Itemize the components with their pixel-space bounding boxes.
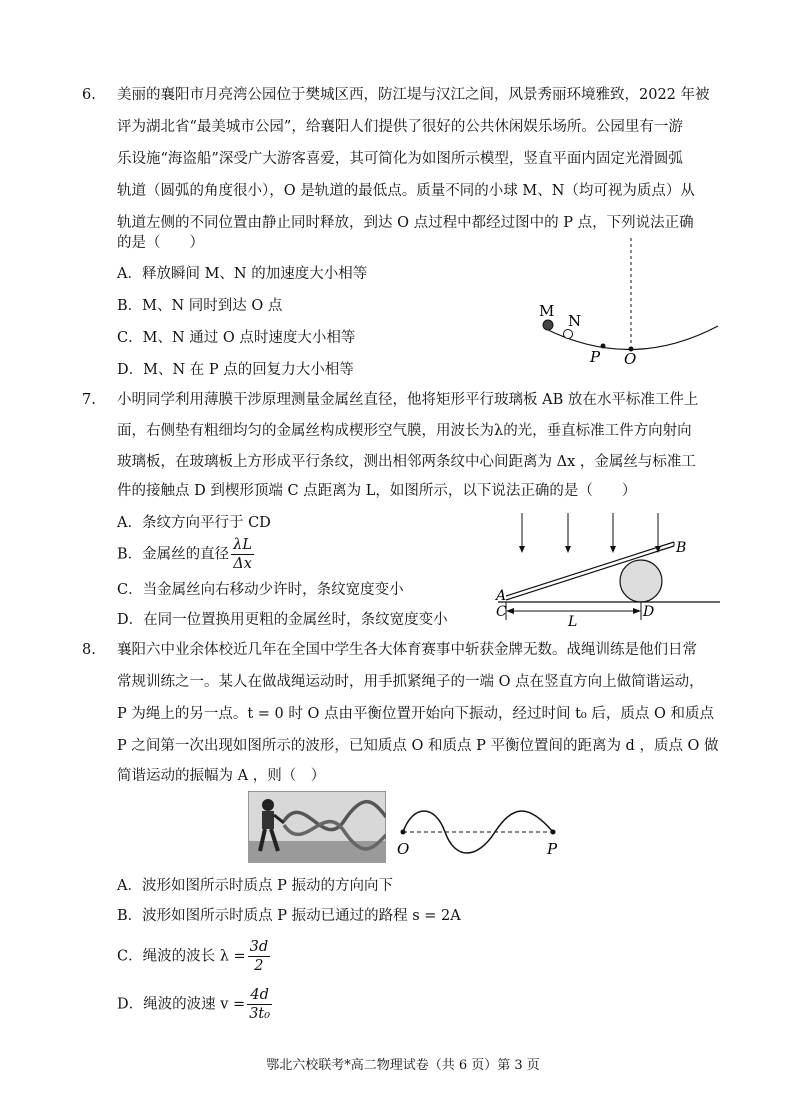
q8-option-c-text: C．绳波的波长 λ = bbox=[117, 948, 246, 965]
q7-stem-line: 玻璃板，在玻璃板上方形成平行条纹，测出相邻两条纹中心间距离为 Δx ，金属丝与标准工 bbox=[117, 454, 696, 470]
q7-stem-line: 件的接触点 D 到楔形顶端 C 点距离为 L，如图所示，以下说法正确的是（ ） bbox=[117, 483, 637, 499]
q7-number: 7. bbox=[82, 392, 96, 408]
q6-stem-line: 轨道左侧的不同位置由静止同时释放，到达 O 点过程中都经过图中的 P 点，下列说法正确 bbox=[117, 215, 694, 231]
fraction-denominator: 2 bbox=[254, 958, 264, 974]
q6-stem-line: 轨道（圆弧的角度很小），O 是轨道的最低点。质量不同的小球 M、N（均可视为质点）从 bbox=[117, 183, 695, 199]
q8-option-d-fraction bbox=[247, 986, 272, 1023]
label-a: A bbox=[496, 588, 507, 604]
q7-option-c[interactable]: C．当金属丝向右移动少许时，条纹宽度变小 bbox=[117, 582, 404, 598]
q6-number: 6. bbox=[82, 87, 96, 103]
label-p: P bbox=[590, 348, 601, 366]
fraction-numerator: 4d bbox=[247, 986, 272, 1005]
q8-option-d[interactable] bbox=[117, 986, 274, 1023]
q7-option-d[interactable]: D．在同一位置换用更粗的金属丝时，条纹宽度变小 bbox=[117, 612, 448, 628]
q6-option-a[interactable]: A．释放瞬间 M、N 的加速度大小相等 bbox=[117, 266, 368, 282]
label-p: P bbox=[547, 840, 558, 858]
q7-thin-film-wedge-figure bbox=[492, 508, 732, 633]
q6-option-b[interactable]: B．M、N 同时到达 O 点 bbox=[117, 298, 283, 314]
fraction-denominator: 3t₀ bbox=[249, 1006, 271, 1022]
label-o: O bbox=[624, 350, 637, 368]
q8-number: 8. bbox=[82, 642, 96, 658]
fraction-numerator: 3d bbox=[249, 939, 269, 955]
q6-stem-line: 美丽的襄阳市月亮湾公园位于樊城区西，防江堤与汉江之间，风景秀丽环境雅致，2022 年被 bbox=[117, 87, 710, 103]
q6-option-c[interactable]: C．M、N 通过 O 点时速度大小相等 bbox=[117, 330, 356, 346]
q8-option-b[interactable]: B．波形如图所示时质点 P 振动已通过的路程 s = 2A bbox=[117, 908, 461, 924]
label-b: B bbox=[676, 540, 687, 556]
q7-option-b-text: B．金属丝的直径 bbox=[117, 546, 230, 563]
page-footer: 鄂北六校联考*高二物理试卷（共 6 页）第 3 页 bbox=[266, 1058, 540, 1073]
q7-option-a[interactable]: A．条纹方向平行于 CD bbox=[117, 515, 271, 531]
q8-stem-line: 襄阳六中业余体校近几年在全国中学生各大体育赛事中斩获金牌无数。战绳训练是他们日常 bbox=[117, 642, 697, 658]
q6-stem-line: 乐设施“海盗船”深受广大游客喜爱，其可简化为如图所示模型，竖直平面内固定光滑圆弧 bbox=[117, 151, 683, 167]
q8-stem-line: 常规训练之一。某人在做战绳运动时，用手抓紧绳子的一端 O 点在竖直方向上做简谐运动， bbox=[117, 674, 704, 690]
q6-option-d[interactable]: D．M、N 在 P 点的回复力大小相等 bbox=[117, 362, 354, 378]
label-c: C bbox=[496, 604, 507, 620]
label-o: O bbox=[397, 840, 410, 858]
q7-option-b-fraction bbox=[231, 536, 254, 573]
q8-stem-line: P 之间第一次出现如图所示的波形，已知质点 O 和质点 P 平衡位置间的距离为 d ，质点 O 做 bbox=[117, 738, 719, 754]
fraction-numerator: λL bbox=[233, 537, 252, 553]
q8-option-d-text: D．绳波的波速 v = bbox=[117, 996, 246, 1013]
label-n: N bbox=[568, 312, 582, 330]
q6-stem-line: 评为湖北省“最美城市公园”，给襄阳人们提供了很好的公共休闲娱乐场所。公园里有一游 bbox=[117, 119, 683, 135]
q8-option-c[interactable] bbox=[117, 938, 272, 975]
q8-stem-line: 简谐运动的振幅为 A ，则（ ） bbox=[117, 768, 326, 784]
q7-stem-line: 面，右侧垫有粗细均匀的金属丝构成楔形空气膜，用波长为λ的光，垂直标准工件方向射向 bbox=[117, 423, 692, 439]
q6-pendulum-arc-figure bbox=[530, 230, 730, 370]
battle-rope-photo bbox=[248, 791, 386, 863]
q6-stem-line: 的是（ ） bbox=[117, 235, 204, 251]
q7-stem-line: 小明同学利用薄膜干涉原理测量金属丝直径，他将矩形平行玻璃板 AB 放在水平标准工件上 bbox=[117, 392, 699, 408]
q8-wave-figure bbox=[395, 800, 567, 858]
label-m: M bbox=[539, 302, 555, 320]
label-d: D bbox=[643, 604, 655, 620]
fraction-denominator: Δx bbox=[233, 556, 252, 572]
q8-option-a[interactable]: A．波形如图所示时质点 P 振动的方向向下 bbox=[117, 878, 393, 894]
q7-option-b[interactable] bbox=[117, 536, 256, 573]
label-l: L bbox=[568, 614, 578, 630]
q8-option-c-fraction bbox=[248, 938, 271, 975]
q8-stem-line: P 为绳上的另一点。t = 0 时 O 点由平衡位置开始向下振动，经过时间 t₀ 后，质点 O 和质点 bbox=[117, 706, 714, 722]
